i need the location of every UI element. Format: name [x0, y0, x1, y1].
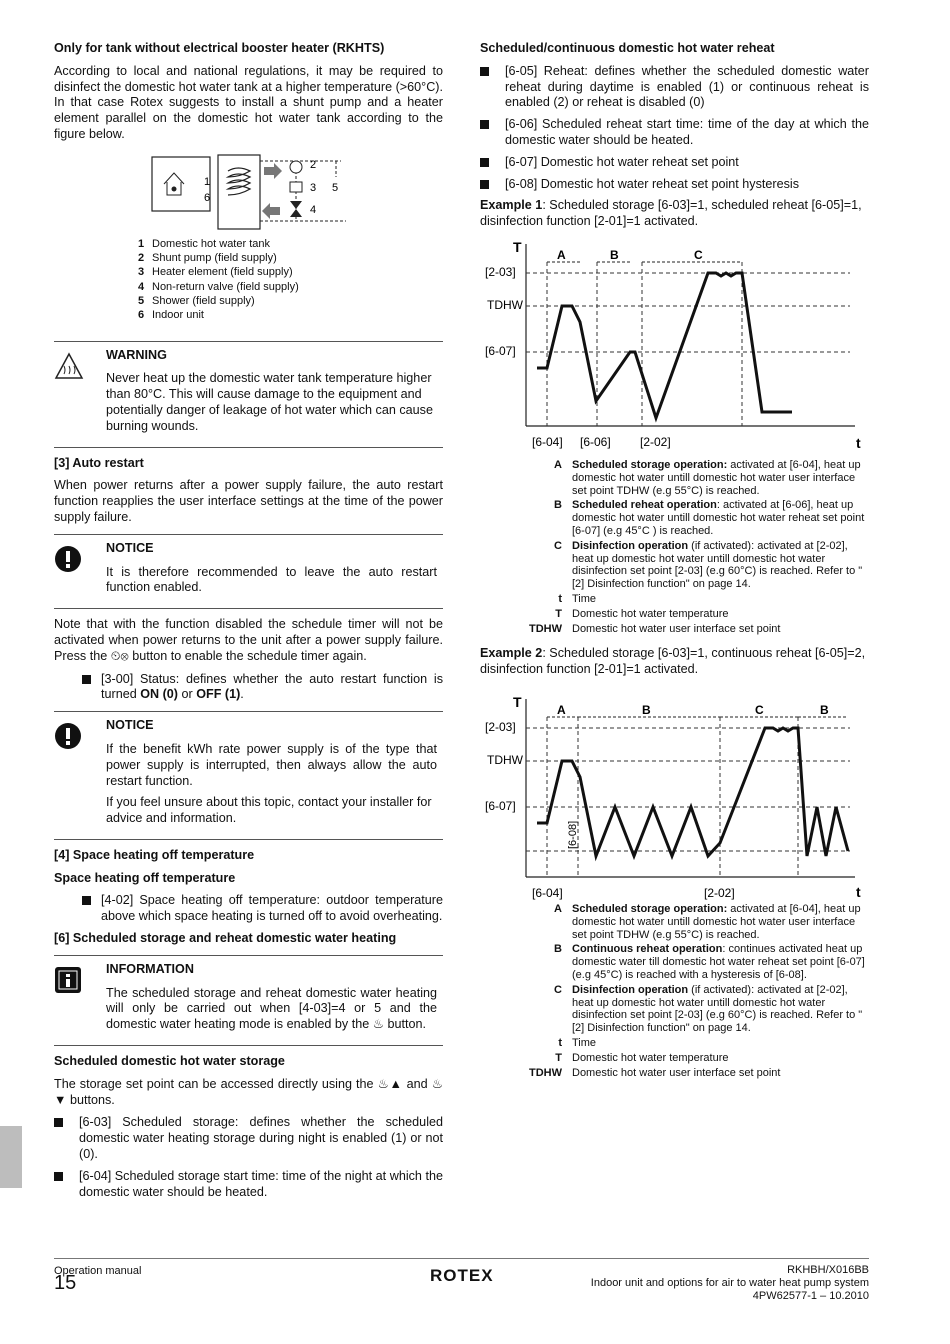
temperature-series-line: [537, 728, 848, 856]
auto-restart-heading: [3] Auto restart: [54, 455, 144, 470]
caption-item: t Time: [558, 1036, 597, 1049]
caption-item: A Scheduled storage operation: activated at [6-04], heat up domestic hot water untill domestic hot water user interface set point TDHW (e.g 55°C) is reached.: [554, 903, 861, 941]
caption-item: TDHW Domestic hot water user interface set point: [529, 1066, 781, 1079]
chart-2-caption: [462, 903, 870, 1081]
page-number: 15: [54, 1272, 77, 1294]
svg-text:6: 6: [204, 191, 211, 204]
caption-item: B Continuous reheat operation: continues activated heat up domestic water till domestic hot water reheat set point [6-07] (e.g 45°C) is reached with a hysteresis of [6-08].: [554, 943, 865, 981]
information-title: INFORMATION: [106, 961, 194, 976]
chart-example-1: [480, 236, 880, 454]
caption-item: TDHW Domestic hot water user interface set point: [529, 622, 781, 635]
y-level-label: [2-03]: [485, 265, 516, 279]
legend-item: 6 Indoor unit: [138, 309, 204, 322]
exclamation-icon: [54, 545, 82, 578]
footer-description: Indoor unit and options for air to water heat pump system: [590, 1277, 869, 1289]
caption-item: A Scheduled storage operation: activated at [6-04], heat up domestic hot water untill domestic hot water user interface set point TDHW (e.g 55°C) is reached.: [554, 459, 861, 497]
chart-example-2: [480, 691, 880, 903]
legend-item: 1 Domestic hot water tank: [138, 237, 270, 250]
legend-item: 4 Non-return valve (field supply): [138, 280, 299, 293]
installation-diagram: [146, 151, 446, 233]
caption-item: T Domestic hot water temperature: [555, 1051, 729, 1064]
y-level-label: [6-07]: [485, 799, 516, 813]
bullet-6-07: [6-07] Domestic hot water reheat set point: [480, 155, 869, 171]
warning-title: WARNING: [106, 347, 167, 362]
space-heating-heading: [4] Space heating off temperature: [54, 847, 255, 862]
phase-label: A: [557, 703, 566, 717]
caption-item: C Disinfection operation (if activated): activated at [2-02], heat up domestic hot water untill domestic hot water disinfection set point [2-03] (e.g 60°C) is reached. Refer to "[2] Disinfection function" on page 14.: [554, 539, 863, 591]
bullet-6-05: [6-05] Reheat: defines whether the scheduled domestic water reheat during daytime is enabled (1) or continuous reheat is enabled (2) or reheat is disabled (0): [480, 64, 869, 111]
left-column: [54, 41, 443, 1206]
warning-text: Never heat up the domestic water tank temperature higher than 80°C. This will cause damage to the equipment and potentially danger of leakage of hot water which can cause burning wounds.: [106, 371, 433, 433]
y-level-label: [2-03]: [485, 720, 516, 734]
footer-manual: Operation manual: [54, 1265, 142, 1277]
information-icon: [54, 966, 82, 999]
rkhts-text: According to local and national regulations, it may be required to disinfect the domestic hot water tank at a higher temperature (>60°C). In that case Rotex suggests to install a shunt pump and a heater element parallel on the domestic hot water tank according to the figure below.: [54, 63, 443, 141]
footer-meta: [591, 1264, 869, 1303]
auto-restart-text: When power returns after a power supply failure, the auto restart function reapplies the user interface settings at the time of the power supply failure.: [54, 478, 443, 524]
shunt-pump-figure: [54, 151, 443, 233]
hot-surface-warning-icon: [54, 352, 84, 385]
exclamation-icon: [54, 722, 82, 755]
y-level-label: TDHW: [487, 753, 523, 767]
phase-arrows: [547, 248, 742, 262]
footer-rule: [54, 1258, 869, 1259]
svg-text:4: 4: [310, 203, 317, 216]
rkhts-heading: Only for tank without electrical booster heater (RKHTS): [54, 41, 385, 55]
y-level-label: TDHW: [487, 298, 523, 312]
bullet-6-03: [6-03] Scheduled storage: defines whether the scheduled domestic water heating storage during night is enabled (1) or not (0).: [54, 1115, 443, 1162]
chart-1-caption: [462, 459, 870, 637]
bullet-6-06: [6-06] Scheduled reheat start time: time of the day at which the domestic water should be heated.: [480, 117, 869, 149]
brand-logo: ROTEX: [430, 1266, 494, 1285]
scheduled-storage-heading: [6] Scheduled storage and reheat domestic water heating: [54, 931, 397, 946]
caption-item: B Scheduled reheat operation: activated at [6-06], heat up domestic hot water untill domestic hot water reheat set point [6-07] (e.g 45°C ) is reached.: [554, 499, 865, 537]
caption-item: T Domestic hot water temperature: [555, 607, 729, 620]
phase-label: B: [820, 703, 829, 717]
information-box: [54, 955, 443, 1046]
phase-label: C: [694, 248, 703, 262]
phase-label: B: [642, 703, 651, 717]
warning-box: [54, 341, 443, 448]
example-2-text: Example 2: Scheduled storage [6-03]=1, continuous reheat [6-05]=2, disinfection function [2-01]=1 activated.: [480, 646, 866, 676]
x-axis-label: t: [856, 435, 861, 451]
notice-text: It is therefore recommended to leave the auto restart function enabled.: [106, 564, 437, 595]
figure-legend: [138, 237, 443, 323]
example-1-text: Example 1: Scheduled storage [6-03]=1, scheduled reheat [6-05]=1, disinfection function [2-01]=1 activated.: [480, 198, 862, 229]
y-axis-label: T: [513, 694, 522, 710]
footer-model: RKHBH/X016BB: [787, 1264, 869, 1276]
notice-title: NOTICE: [106, 540, 154, 555]
notice-title: NOTICE: [106, 718, 154, 733]
caption-item: C Disinfection operation (if activated): activated at [2-02], heat up domestic hot water untill domestic hot water disinfection set point [2-03] (e.g 60°C) is reached. Refer to "[2] Disinfection function" on page 14.: [554, 983, 863, 1035]
notice-box-2: [54, 711, 443, 840]
legend-item: 3 Heater element (field supply): [138, 266, 293, 279]
x-marker-label: [6-06]: [580, 435, 611, 449]
phase-label: B: [610, 248, 619, 262]
bullet-6-08: [6-08] Domestic hot water reheat set point hysteresis: [480, 177, 869, 193]
bullet-3-00: [3-00] Status: defines whether the auto restart function is turned ON (0) or OFF (1).: [82, 672, 443, 704]
y-axis-label: T: [513, 239, 522, 255]
footer-doc-number: 4PW62577-1 – 10.2010: [752, 1290, 869, 1302]
space-heating-subheading: Space heating off temperature: [54, 870, 236, 885]
storage-text: The storage set point can be accessed directly using the ♨▲ and ♨▼ buttons.: [54, 1076, 443, 1107]
information-text: The scheduled storage and reheat domestic water heating will only be carried out when [4-03]=4 or 5 and the domestic water heating mode is enabled by the ♨ button.: [106, 985, 437, 1032]
reheat-heading: Scheduled/continuous domestic hot water reheat: [480, 41, 775, 55]
x-axis-label: t: [856, 884, 861, 900]
hysteresis-label: [6-08]: [567, 820, 579, 849]
storage-heading: Scheduled domestic hot water storage: [54, 1054, 285, 1069]
phase-label: C: [755, 703, 764, 717]
phase-arrows: [547, 703, 848, 717]
y-level-label: [6-07]: [485, 344, 516, 358]
right-column: [480, 41, 869, 237]
x-marker-label: [6-04]: [532, 886, 563, 900]
legend-item: 2 Shunt pump (field supply): [138, 252, 277, 265]
page-tab-marker: [0, 1126, 22, 1188]
note-text: Note that with the function disabled the schedule timer will not be activated when power returns to the unit after a power supply failure. Press the ⏲⊗ button to enable the schedule timer again.: [54, 617, 443, 663]
notice-text: If you feel unsure about this topic, contact your installer for advice and information.: [106, 795, 432, 826]
svg-text:3: 3: [310, 181, 317, 194]
notice-box-1: [54, 534, 443, 609]
legend-item: 5 Shower (field supply): [138, 294, 255, 307]
x-marker-label: [2-02]: [704, 886, 735, 900]
phase-label: A: [557, 248, 566, 262]
temperature-series-line: [537, 273, 792, 418]
svg-text:5: 5: [332, 181, 339, 194]
svg-text:2: 2: [310, 158, 317, 171]
bullet-6-04: [6-04] Scheduled storage start time: time of the night at which the domestic water should be heated.: [54, 1169, 443, 1201]
caption-item: t Time: [558, 592, 597, 605]
x-marker-label: [2-02]: [640, 435, 671, 449]
x-marker-label: [6-04]: [532, 435, 563, 449]
svg-text:1: 1: [204, 175, 211, 188]
notice-text: If the benefit kWh rate power supply is of the type that power supply is interrupted, then always allow the auto restart function.: [106, 741, 437, 788]
bullet-4-02: [4-02] Space heating off temperature: outdoor temperature above which space heating is turned off to avoid overheating.: [82, 893, 443, 925]
